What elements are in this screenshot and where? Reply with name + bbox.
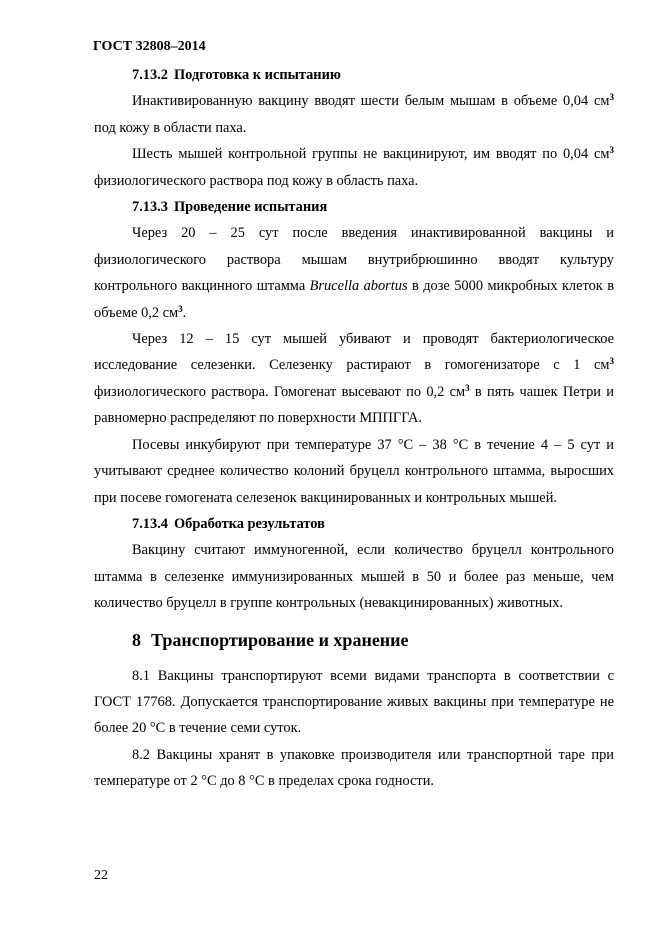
- heading-number: 7.13.4: [132, 515, 168, 532]
- subsection-heading-7-13-4: [94, 511, 614, 537]
- text-run: Через 12 – 15 сут мышей убивают и проводят бактериологическое исследование селезенки. Селезенку растирают в гомогенизаторе с 1 см: [94, 331, 614, 374]
- text-run: в дозе 5000 микробных клеток в объеме 0,2 см: [94, 278, 615, 321]
- paragraph-spleen-examination: [94, 326, 614, 432]
- superscript: 3: [465, 382, 470, 393]
- heading-title: Обработка результатов: [173, 515, 325, 532]
- text-run: в пять чашек Петри и равномерно распределяют по поверхности МППГГА.: [94, 383, 614, 427]
- superscript: 3: [609, 92, 614, 103]
- paragraph-control-group: [94, 141, 614, 194]
- heading-number: 7.13.3: [132, 199, 168, 216]
- chapter-heading-8: [94, 627, 614, 653]
- heading-title: Подготовка к испытанию: [173, 67, 341, 83]
- subsection-heading-7-13-2: [94, 62, 614, 88]
- paragraph-culture-injection: [94, 220, 614, 326]
- standard-code-header: ГОСТ 32808–2014: [93, 39, 206, 54]
- paragraph-immunogenicity: Вакцину считают иммуногенной, если количество бруцелл контрольного штамма в селезенке иммунизированных мышей в 50 и более раз меньше, чем количество бруцелл в группе контрольных (невакцинированных) животных.: [94, 542, 614, 612]
- text-run: Через 20 – 25 сут после введения инактивированной вакцины и физиологического раствора мышам внутрибрюшинно вводят культуру контрольного вакцинного штамма: [94, 225, 614, 295]
- paragraph-vaccine-injection: [94, 88, 614, 141]
- superscript: 3: [609, 356, 614, 367]
- subsection-heading-7-13-3: [94, 194, 614, 220]
- text-run: физиологического раствора под кожу в область паха.: [94, 172, 419, 189]
- superscript: 3: [178, 303, 183, 314]
- heading-number: 7.13.2: [132, 67, 168, 83]
- text-run: Шесть мышей контрольной группы не вакцинируют, им вводят по 0,04 см: [132, 146, 610, 163]
- text-run: под кожу в области паха.: [94, 119, 247, 136]
- chapter-number: 8: [132, 629, 141, 650]
- paragraph-storage: 8.2 Вакцины хранят в упаковке производителя или транспортной таре при температуре от 2 °С до 8 °С в пределах срока годности.: [94, 746, 614, 790]
- text-run: .: [182, 304, 187, 321]
- superscript: 3: [609, 145, 614, 156]
- chapter-title: Транспортирование и хранение: [151, 629, 409, 650]
- heading-title: Проведение испытания: [173, 199, 328, 216]
- document-body: [94, 62, 614, 795]
- paragraph-transport: 8.1 Вакцины транспортируют всеми видами транспорта в соответствии с ГОСТ 17768. Допускается транспортирование живых вакцины при температуре не более 20 °С в течение семи суток.: [94, 667, 614, 737]
- text-run: физиологического раствора. Гомогенат высевают по 0,2 см: [94, 383, 466, 400]
- page-number: 22: [94, 868, 108, 883]
- paragraph-incubation: Посевы инкубируют при температуре 37 °С – 38 °С в течение 4 – 5 сут и учитывают среднее количество колоний бруцелл контрольного штамма, выросших при посеве гомогената селезенок вакцинированных и контрольных мышей.: [94, 436, 614, 506]
- species-name: Brucella abortus: [309, 278, 408, 295]
- text-run: Инактивированную вакцину вводят шести белым мышам в объеме 0,04 см: [132, 93, 610, 110]
